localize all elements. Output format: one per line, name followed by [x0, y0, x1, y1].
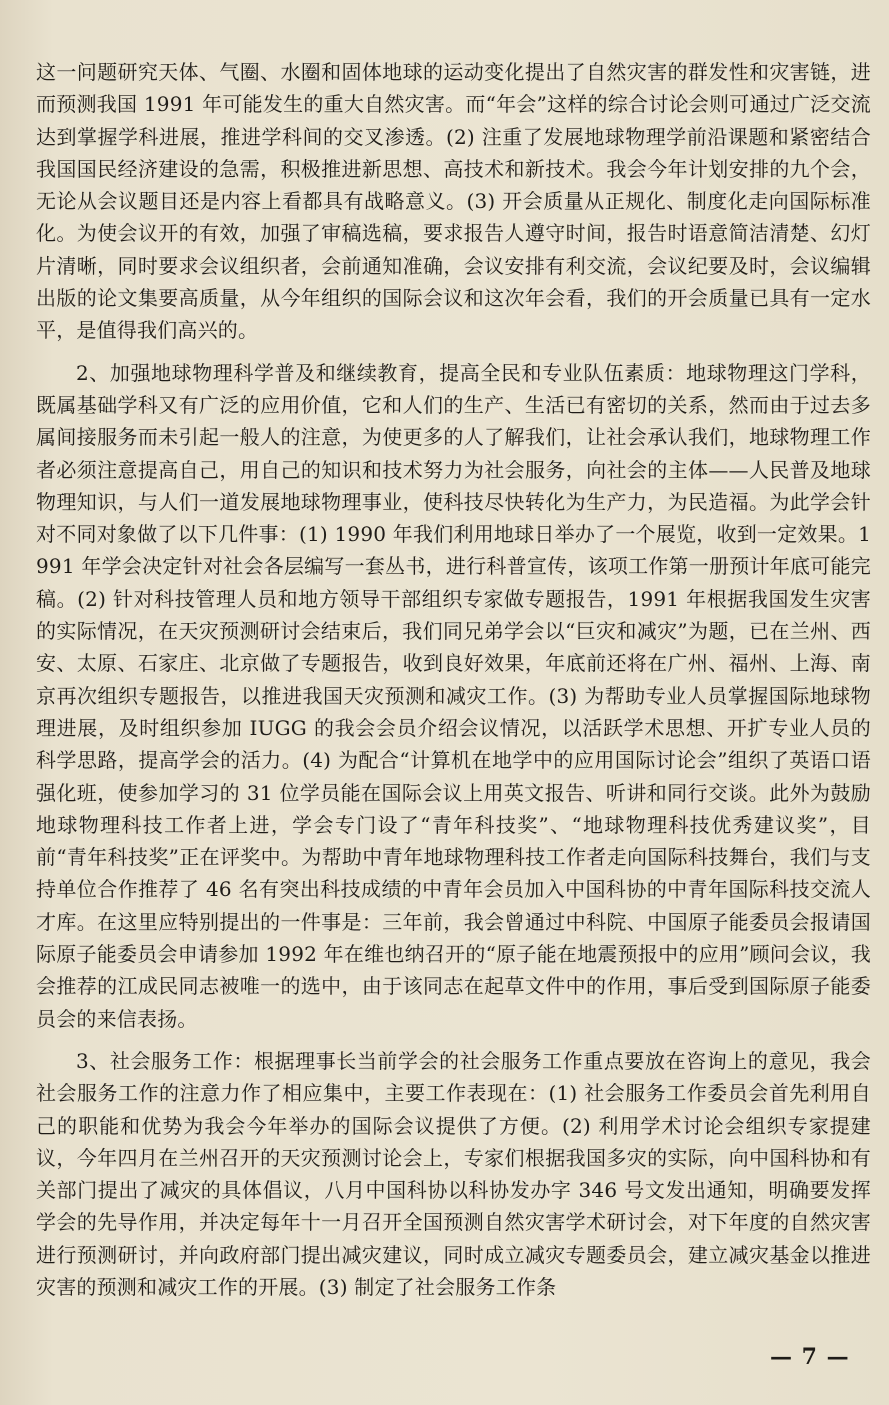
paragraph-section-3: 3、社会服务工作：根据理事长当前学会的社会服务工作重点要放在咨询上的意见，我会社会服务工作的注意力作了相应集中，主要工作表现在：(1) 社会服务工作委员会首先利用自己的职能和优势为我会今年举办的国际会议提供了方便。(2) 利用学术讨论会组织专家提建议，今年四月在兰州召开的天灾预测讨论会上，专家们根据我国多灾的实际，向中国科协和有关部门提出了减灾的具体倡议，八月中国科协以科协发办字 346 号文发出通知，明确要发挥学会的先导作用，并决定每年十一月召开全国预测自然灾害学术研讨会，对下年度的自然灾害进行预测研讨，并向政府部门提出减灾建议，同时成立减灾专题委员会，建立减灾基金以推进灾害的预测和减灾工作的开展。(3) 制定了社会服务工作条 — [36, 1048, 871, 1299]
paragraph-gap — [36, 1035, 871, 1045]
page-number: — 7 — — [770, 1344, 850, 1370]
paragraph-section-2: 2、加强地球物理科学普及和继续教育，提高全民和专业队伍素质：地球物理这门学科，既属基础学科又有广泛的应用价值，它和人们的生产、生活已有密切的关系，然而由于过去多属间接服务而未引起一般人的注意，为使更多的人了解我们，让社会承认我们，地球物理工作者必须注意提高自己，用自己的知识和技术努力为社会服务，向社会的主体——人民普及地球物理知识，与人们一道发展地球物理事业，使科技尽快转化为生产力，为民造福。为此学会针对不同对象做了以下几件事：(1) 1990 年我们利用地球日举办了一个展览，收到一定效果。1991 年学会决定针对社会各层编写一套丛书，进行科普宣传，该项工作第一册预计年底可能完稿。(2) 针对科技管理人员和地方领导干部组织专家做专题报告，1991 年根据我国发生灾害的实际情况，在天灾预测研讨会结束后，我们同兄弟学会以“巨灾和减灾”为题，已在兰州、西安、太原、石家庄、北京做了专题报告，收到良好效果，年底前还将在广州、福州、上海、南京再次组织专题报告，以推进我国天灾预测和减灾工作。(3) 为帮助专业人员掌握国际地球物理进展，及时组织参加 IUGG 的我会会员介绍会议情况，以活跃学术思想、开扩专业人员的科学思路，提高学会的活力。(4) 为配合“计算机在地学中的应用国际讨论会”组织了英语口语强化班，使参加学习的 31 位学员能在国际会议上用英文报告、听讲和同行交谈。此外为鼓励地球物理科技工作者上进，学会专门设了“青年科技奖”、“地球物理科技优秀建议奖”，目前“青年科技奖”正在评奖中。为帮助中青年地球物理科技工作者走向国际科技舞台，我们与支持单位合作推荐了 46 名有突出科技成绩的中青年会员加入中国科协的中青年国际科技交流人才库。在这里应特别提出的一件事是：三年前，我会曾通过中科院、中国原子能委员会报请国际原子能委员会申请参加 1992 年在维也纳召开的“原子能在地震预报中的应用”顾问会议，我会推荐的江成民同志被唯一的选中，由于该同志在起草文件中的作用，事后受到国际原子能委员会的来信表扬。 — [36, 360, 871, 1031]
paragraph-continuation: 这一问题研究天体、气圈、水圈和固体地球的运动变化提出了自然灾害的群发性和灾害链，进而预测我国 1991 年可能发生的重大自然灾害。而“年会”这样的综合讨论会则可通过广泛交流达到掌握学科进展，推进学科间的交叉渗透。(2) 注重了发展地球物理学前沿课题和紧密结合我国国民经济建设的急需，积极推进新思想、高技术和新技术。我会今年计划安排的九个会，无论从会议题目还是内容上看都具有战略意义。(3) 开会质量从正规化、制度化走向国际标准化。为使会议开的有效，加强了审稿选稿，要求报告人遵守时间，报告时语意简洁清楚、幻灯片清晰，同时要求会议组织者，会前通知准确，会议安排有利交流，会议纪要及时，会议编辑出版的论文集要高质量，从今年组织的国际会议和这次年会看，我们的开会质量已具有一定水平，是值得我们高兴的。 — [36, 60, 871, 343]
paragraph-gap — [36, 347, 871, 357]
